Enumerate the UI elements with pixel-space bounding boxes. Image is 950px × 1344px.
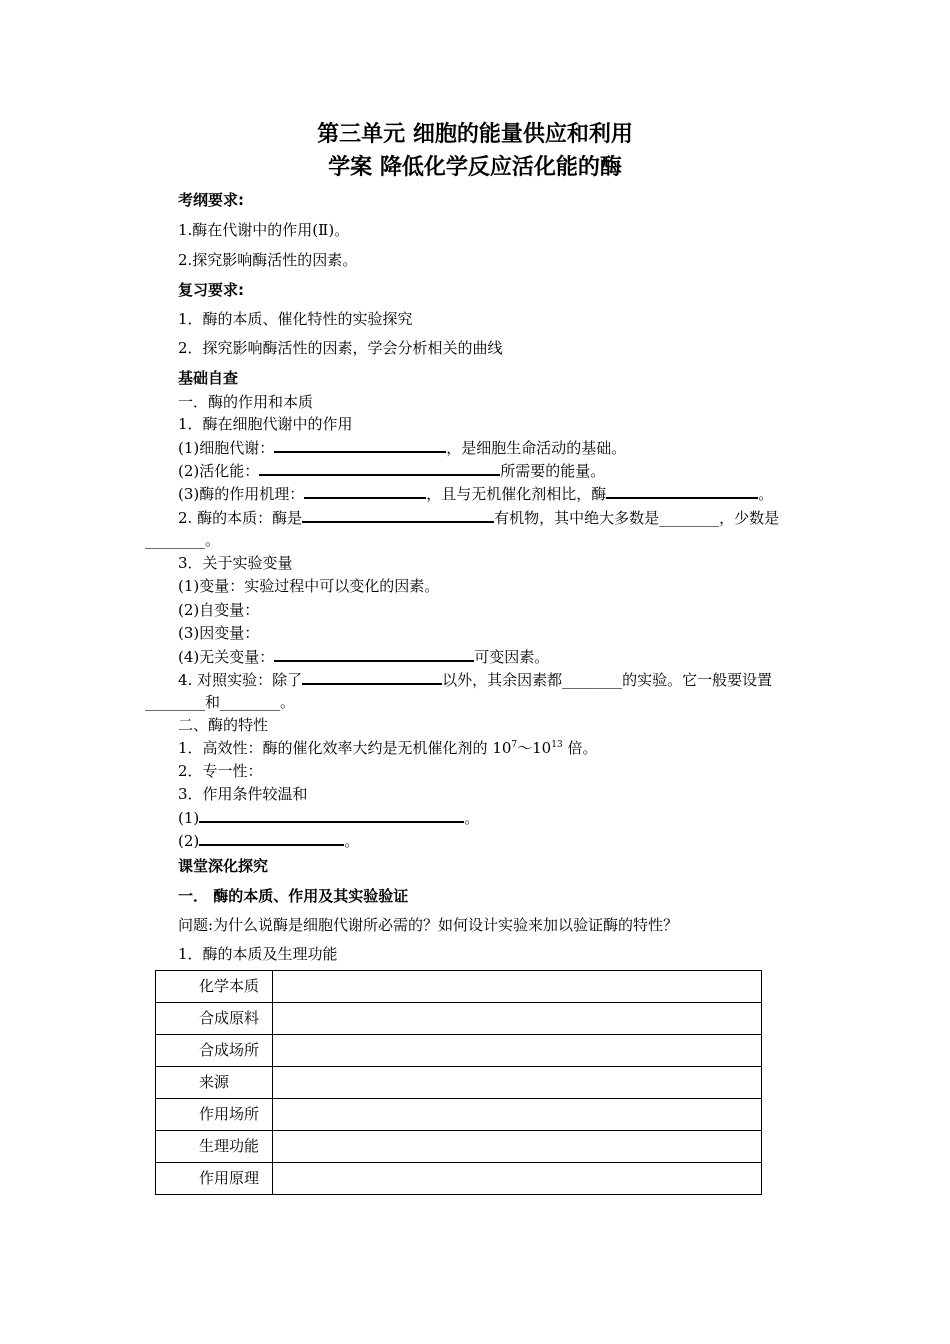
condition-1-end: 。 xyxy=(464,809,480,827)
row-label: 作用原理 xyxy=(156,1163,273,1195)
answer-cell[interactable] xyxy=(273,1163,762,1195)
row-label: 合成场所 xyxy=(156,1035,273,1067)
activation-energy-suffix: 所需要的能量。 xyxy=(500,462,606,480)
dependent-variable: (3)因变量： xyxy=(178,624,260,642)
answer-blank[interactable] xyxy=(606,483,758,499)
table-row xyxy=(156,971,762,1003)
high-efficiency-text: 1．高效性：酶的催化效率大约是无机催化剂的 10 xyxy=(178,739,512,757)
enzyme-nature-line xyxy=(178,507,779,528)
control-experiment-wrap: ________和________。 xyxy=(145,693,296,711)
classroom-heading: 课堂深化探究 xyxy=(178,857,269,875)
row-label: 来源 xyxy=(156,1067,273,1099)
unit-title: 第三单元 细胞的能量供应和利用 xyxy=(317,122,633,147)
classroom-question: 问题:为什么说酶是细胞代谢所必需的？如何设计实验来加以验证酶的特性？ xyxy=(178,916,679,934)
control-experiment-suffix: 以外，其余因素都________的实验。它一般要设置 xyxy=(442,671,773,689)
table-row xyxy=(156,1131,762,1163)
review-requirements-heading: 复习要求: xyxy=(178,281,244,299)
part2-title: 二、酶的特性 xyxy=(178,716,269,734)
answer-blank[interactable] xyxy=(199,807,464,823)
section1-title: 1．酶在细胞代谢中的作用 xyxy=(178,415,353,433)
cell-metabolism-line xyxy=(178,437,626,458)
answer-cell[interactable] xyxy=(273,1035,762,1067)
section3-title: 3．关于实验变量 xyxy=(178,554,293,572)
part1-title: 一．酶的作用和本质 xyxy=(178,393,314,411)
answer-blank[interactable] xyxy=(259,460,500,476)
exam-requirement-2: 2.探究影响酶活性的因素。 xyxy=(178,251,358,269)
condition-1-line xyxy=(178,807,479,828)
mild-conditions: 3．作用条件较温和 xyxy=(178,785,308,803)
row-label: 生理功能 xyxy=(156,1131,273,1163)
mechanism-middle: ，且与无机催化剂相比，酶 xyxy=(426,485,607,503)
answer-blank[interactable] xyxy=(304,483,426,499)
enzyme-nature-label: 2. 酶的本质：酶是 xyxy=(178,509,303,527)
review-requirement-1: 1．酶的本质、催化特性的实验探究 xyxy=(178,310,413,328)
irrelevant-variable-line xyxy=(178,646,549,667)
high-efficiency-end: 倍。 xyxy=(562,739,598,757)
table-row xyxy=(156,1003,762,1035)
answer-cell[interactable] xyxy=(273,971,762,1003)
enzyme-properties-table xyxy=(155,970,762,1195)
mechanism-label: (3)酶的作用机理： xyxy=(178,485,305,503)
condition-2-label: (2) xyxy=(178,832,200,850)
lesson-title: 学案 降低化学反应活化能的酶 xyxy=(328,155,622,180)
review-requirement-2: 2．探究影响酶活性的因素，学会分析相关的曲线 xyxy=(178,339,503,357)
high-efficiency-range: ～10 xyxy=(517,739,552,757)
enzyme-nature-suffix: 有机物，其中绝大多数是________，少数是 xyxy=(494,509,780,527)
mechanism-end: 。 xyxy=(758,485,774,503)
irrelevant-variable-label: (4)无关变量： xyxy=(178,648,275,666)
classroom-section1: 1．酶的本质及生理功能 xyxy=(178,945,338,963)
exponent-13: 13 xyxy=(551,740,563,750)
mechanism-line xyxy=(178,483,773,504)
exam-requirement-1: 1.酶在代谢中的作用(Ⅱ)。 xyxy=(178,221,350,239)
row-label: 作用场所 xyxy=(156,1099,273,1131)
answer-blank[interactable] xyxy=(274,437,446,453)
answer-blank[interactable] xyxy=(199,830,344,846)
table-row xyxy=(156,1035,762,1067)
answer-blank[interactable] xyxy=(274,646,474,662)
control-experiment-label: 4. 对照实验：除了 xyxy=(178,671,303,689)
answer-blank[interactable] xyxy=(302,507,494,523)
cell-metabolism-suffix: ，是细胞生命活动的基础。 xyxy=(446,439,627,457)
answer-cell[interactable] xyxy=(273,1099,762,1131)
exam-requirements-heading: 考纲要求: xyxy=(178,191,244,209)
exponent-7: 7 xyxy=(511,740,518,750)
table-row xyxy=(156,1163,762,1195)
variable-definition: (1)变量：实验过程中可以变化的因素。 xyxy=(178,577,440,595)
basics-heading: 基础自查 xyxy=(178,369,239,387)
condition-1-label: (1) xyxy=(178,809,200,827)
row-label: 合成原料 xyxy=(156,1003,273,1035)
answer-cell[interactable] xyxy=(273,1131,762,1163)
activation-energy-label: (2)活化能： xyxy=(178,462,260,480)
control-experiment-line xyxy=(178,669,772,690)
irrelevant-variable-suffix: 可变因素。 xyxy=(474,648,550,666)
specificity: 2．专一性： xyxy=(178,762,263,780)
table-row xyxy=(156,1067,762,1099)
row-label: 化学本质 xyxy=(156,971,273,1003)
answer-cell[interactable] xyxy=(273,1067,762,1099)
enzyme-nature-wrap: ________。 xyxy=(145,531,221,549)
condition-2-end: 。 xyxy=(344,832,360,850)
condition-2-line xyxy=(178,830,359,851)
cell-metabolism-label: (1)细胞代谢： xyxy=(178,439,275,457)
independent-variable: (2)自变量： xyxy=(178,601,260,619)
table-row xyxy=(156,1099,762,1131)
answer-cell[interactable] xyxy=(273,1003,762,1035)
high-efficiency xyxy=(178,738,597,758)
activation-energy-line xyxy=(178,460,605,481)
classroom-subheading: 一． 酶的本质、作用及其实验验证 xyxy=(178,887,409,905)
answer-blank[interactable] xyxy=(302,669,442,685)
